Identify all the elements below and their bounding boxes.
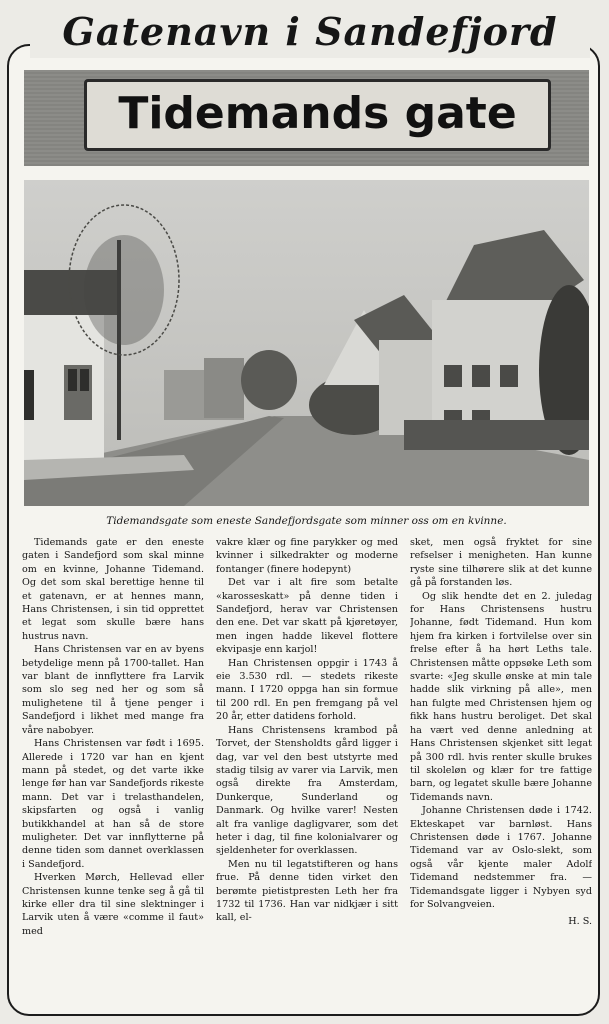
- street-sign: [84, 79, 551, 151]
- paragraph: Hans Christensen var født i 1695. Allerede i 1720 var han en kjent mann på stedet, og det varte ikke lenge før han var Sandefjords rikeste mann. Det var i trelasthandelen, skipsfarten og også i vanlig butikkhandel at han så de store muligheter. Det var innflytterne på denne tiden som dannet overklassen i Sandefjord.: [22, 738, 204, 870]
- street-photo: [24, 180, 589, 506]
- article-column-3: [410, 536, 592, 1014]
- paragraph: Hans Christensens krambod på Torvet, der Stensholdts gård ligger i dag, var vel den best utstyrte med stadig tilsig av varer via Larvik, men også direkte fra Amsterdam, Dunkerque, Sunderland og Danmark. Og hvilke varer! Nesten alt fra vanlige dagligvarer, som det heter i dag, til fine kolonialvarer og sjeldenheter for overklassen.: [216, 724, 398, 857]
- article-body: [22, 536, 594, 1016]
- paragraph: Tidemands gate er den eneste gaten i Sandefjord som skal minne om en kvinne, Johanne Tidemand. Og det som skal berettige henne til et gatenavn, er at hennes mann, Hans Christensen, i sin tid opprettet et legat som skulle bære hans hustrus navn.: [22, 537, 204, 642]
- headline: Gatenavn i Sandefjord: [30, 6, 590, 58]
- street-sign-text: Tidemands gate: [118, 88, 517, 139]
- paragraph: Hverken Mørch, Hellevad eller Christensen kunne tenke seg å gå til kirke eller dra til sine slektninger i Larvik uten å være «comme il faut» med: [22, 872, 204, 937]
- photo-caption: Tidemandsgate som eneste Sandefjordsgate som minner oss om en kvinne.: [106, 515, 507, 527]
- paragraph: Det var i alt fire som betalte «karosseskatt» på denne tiden i Sandefjord, herav var Christensen den ene. Det var skatt på kjøretøyer, men ingen hadde likevel flottere ekvipasje enn karjol!: [216, 577, 398, 656]
- article-column-1: [22, 536, 204, 1014]
- street-photo-illustration: [24, 180, 589, 506]
- paragraph: Hans Christensen var en av byens betydelige menn på 1700-tallet. Han var blant de innflyttere fra Larvik som slo seg ned her og som så mulighetene til å tjene penger i Sandefjord i likhet med mange fra våre nabobyer.: [22, 644, 204, 736]
- paragraph: Og slik hendte det en 2. juledag for Hans Christensens hustru Johanne, født Tidemand. Hun kom hjem fra kirken i fortvilelse over sin frelse efter å ha hørt Leths tale. Christensen måtte oppsøke Leth som svarte: «Jeg skulle ønske at min tale hadde slik virkning på alle», men han fulgte med Christensen hjem og fikk hans hustru beroliget. Det skal ha vært ved denne anledning at Hans Christensen skjenket sitt legat på 300 rdl. hvis renter skulle brukes til skoleløn og klær for tre fattige barn, og legatet skulle bære Johanne Tidemands navn.: [410, 590, 592, 803]
- article-column-2: [216, 536, 398, 1014]
- paragraph: vakre klær og fine parykker og med kvinner i silkedrakter og moderne fontanger (finere hodepynt): [216, 537, 398, 575]
- street-sign-photo: [24, 70, 589, 166]
- paragraph: Men nu til legatstifteren og hans frue. På denne tiden virket den berømte pietistpresten Leth her fra 1732 til 1736. Han var nidkjær i sitt kall, el-: [216, 858, 398, 924]
- author-initials: H. S.: [568, 916, 592, 928]
- paragraph: Han Christensen oppgir i 1743 å eie 3.530 rdl. — stedets rikeste mann. I 1720 oppga han sin formue til 200 rdl. En pen fremgang på vel 20 år, etter datidens forhold.: [216, 657, 398, 723]
- author-signature: [410, 915, 592, 928]
- paragraph: Johanne Christensen døde i 1742. Ekteskapet var barnløst. Hans Christensen døde i 1767. Johanne Tidemand var av Oslo-slekt, som også vår kjente maler Adolf Tidemand nedstemmer fra. — Tidemandsgate ligger i Nybyen syd for Solvangveien.: [410, 805, 592, 910]
- paragraph: sket, men også fryktet for sine refselser i menigheten. Han kunne ryste sine tilhørere slik at det kunne gå på forstanden løs.: [410, 537, 592, 589]
